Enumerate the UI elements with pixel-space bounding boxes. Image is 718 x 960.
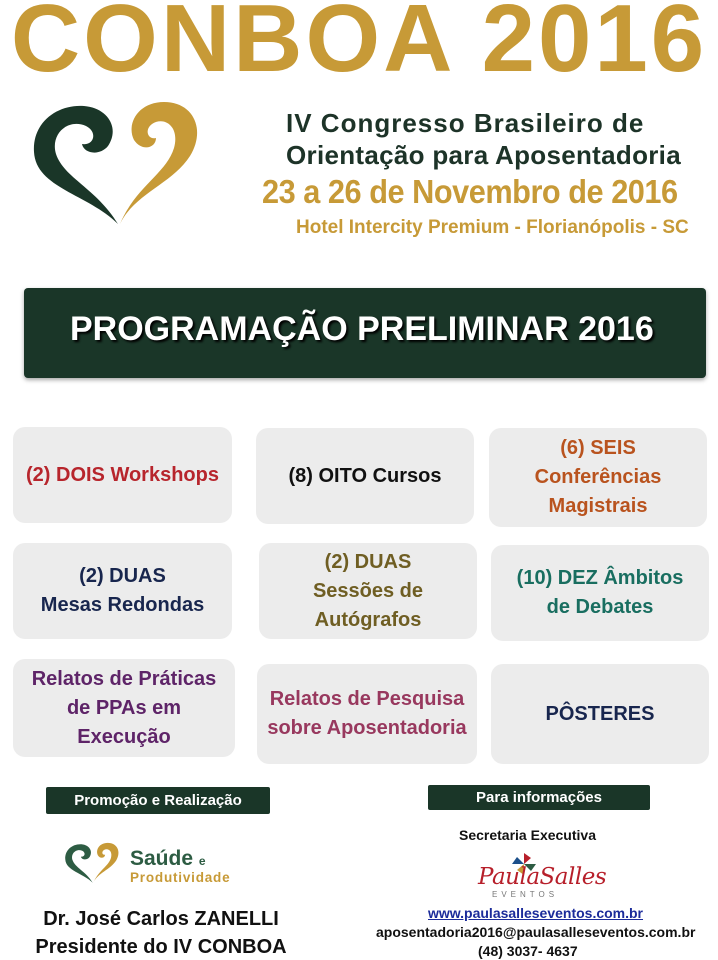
promotion-label: Promoção e Realização (46, 787, 270, 814)
program-card-relatos-praticas: Relatos de Práticas de PPAs em Execução (13, 659, 235, 757)
program-card-workshops: (2) DOIS Workshops (13, 427, 232, 523)
president-name: Dr. José Carlos ZANELLI (43, 908, 279, 930)
program-card-posteres: PÔSTERES (491, 664, 709, 764)
company-logo-tagline: EVENTOS (492, 890, 559, 899)
president-title: Presidente do IV CONBOA (35, 936, 287, 958)
email-contact[interactable]: aposentadoria2016@paulasalleseventos.com.br (376, 924, 696, 940)
program-card-relatos-pesquisa: Relatos de Pesquisa sobre Aposentadoria (257, 664, 477, 764)
program-card-debates: (10) DEZ Âmbitos de Debates (491, 545, 709, 641)
produtividade-logo-text: Produtividade (130, 870, 231, 885)
event-venue: Hotel Intercity Premium - Florianópolis - SC (296, 217, 689, 238)
event-dates: 23 a 26 de Novembro de 2016 (262, 173, 678, 210)
event-subtitle-line1: IV Congresso Brasileiro de (286, 108, 645, 138)
website-link[interactable]: www.paulasalleseventos.com.br (428, 905, 644, 921)
secretariat-label: Secretaria Executiva (459, 827, 596, 843)
program-card-conferencias: (6) SEIS Conferências Magistrais (489, 428, 707, 527)
saude-logo-text: Saúde e (130, 847, 206, 870)
company-logo-text: PaulaSalles (478, 864, 607, 890)
heart-logo-icon (24, 96, 214, 231)
phone-contact: (48) 3037- 4637 (478, 943, 578, 959)
program-banner (24, 288, 706, 378)
info-label: Para informações (428, 785, 650, 810)
program-card-autografos: (2) DUAS Sessões de Autógrafos (259, 543, 477, 639)
program-card-mesas: (2) DUAS Mesas Redondas (13, 543, 232, 639)
banner-text: PROGRAMAÇÃO PRELIMINAR 2016 (70, 310, 654, 348)
event-subtitle-line2: Orientação para Aposentadoria (286, 140, 681, 170)
page-title: CONBOA 2016 (10, 0, 708, 92)
saude-logo-icon (62, 840, 124, 886)
program-card-cursos: (8) OITO Cursos (256, 428, 474, 524)
